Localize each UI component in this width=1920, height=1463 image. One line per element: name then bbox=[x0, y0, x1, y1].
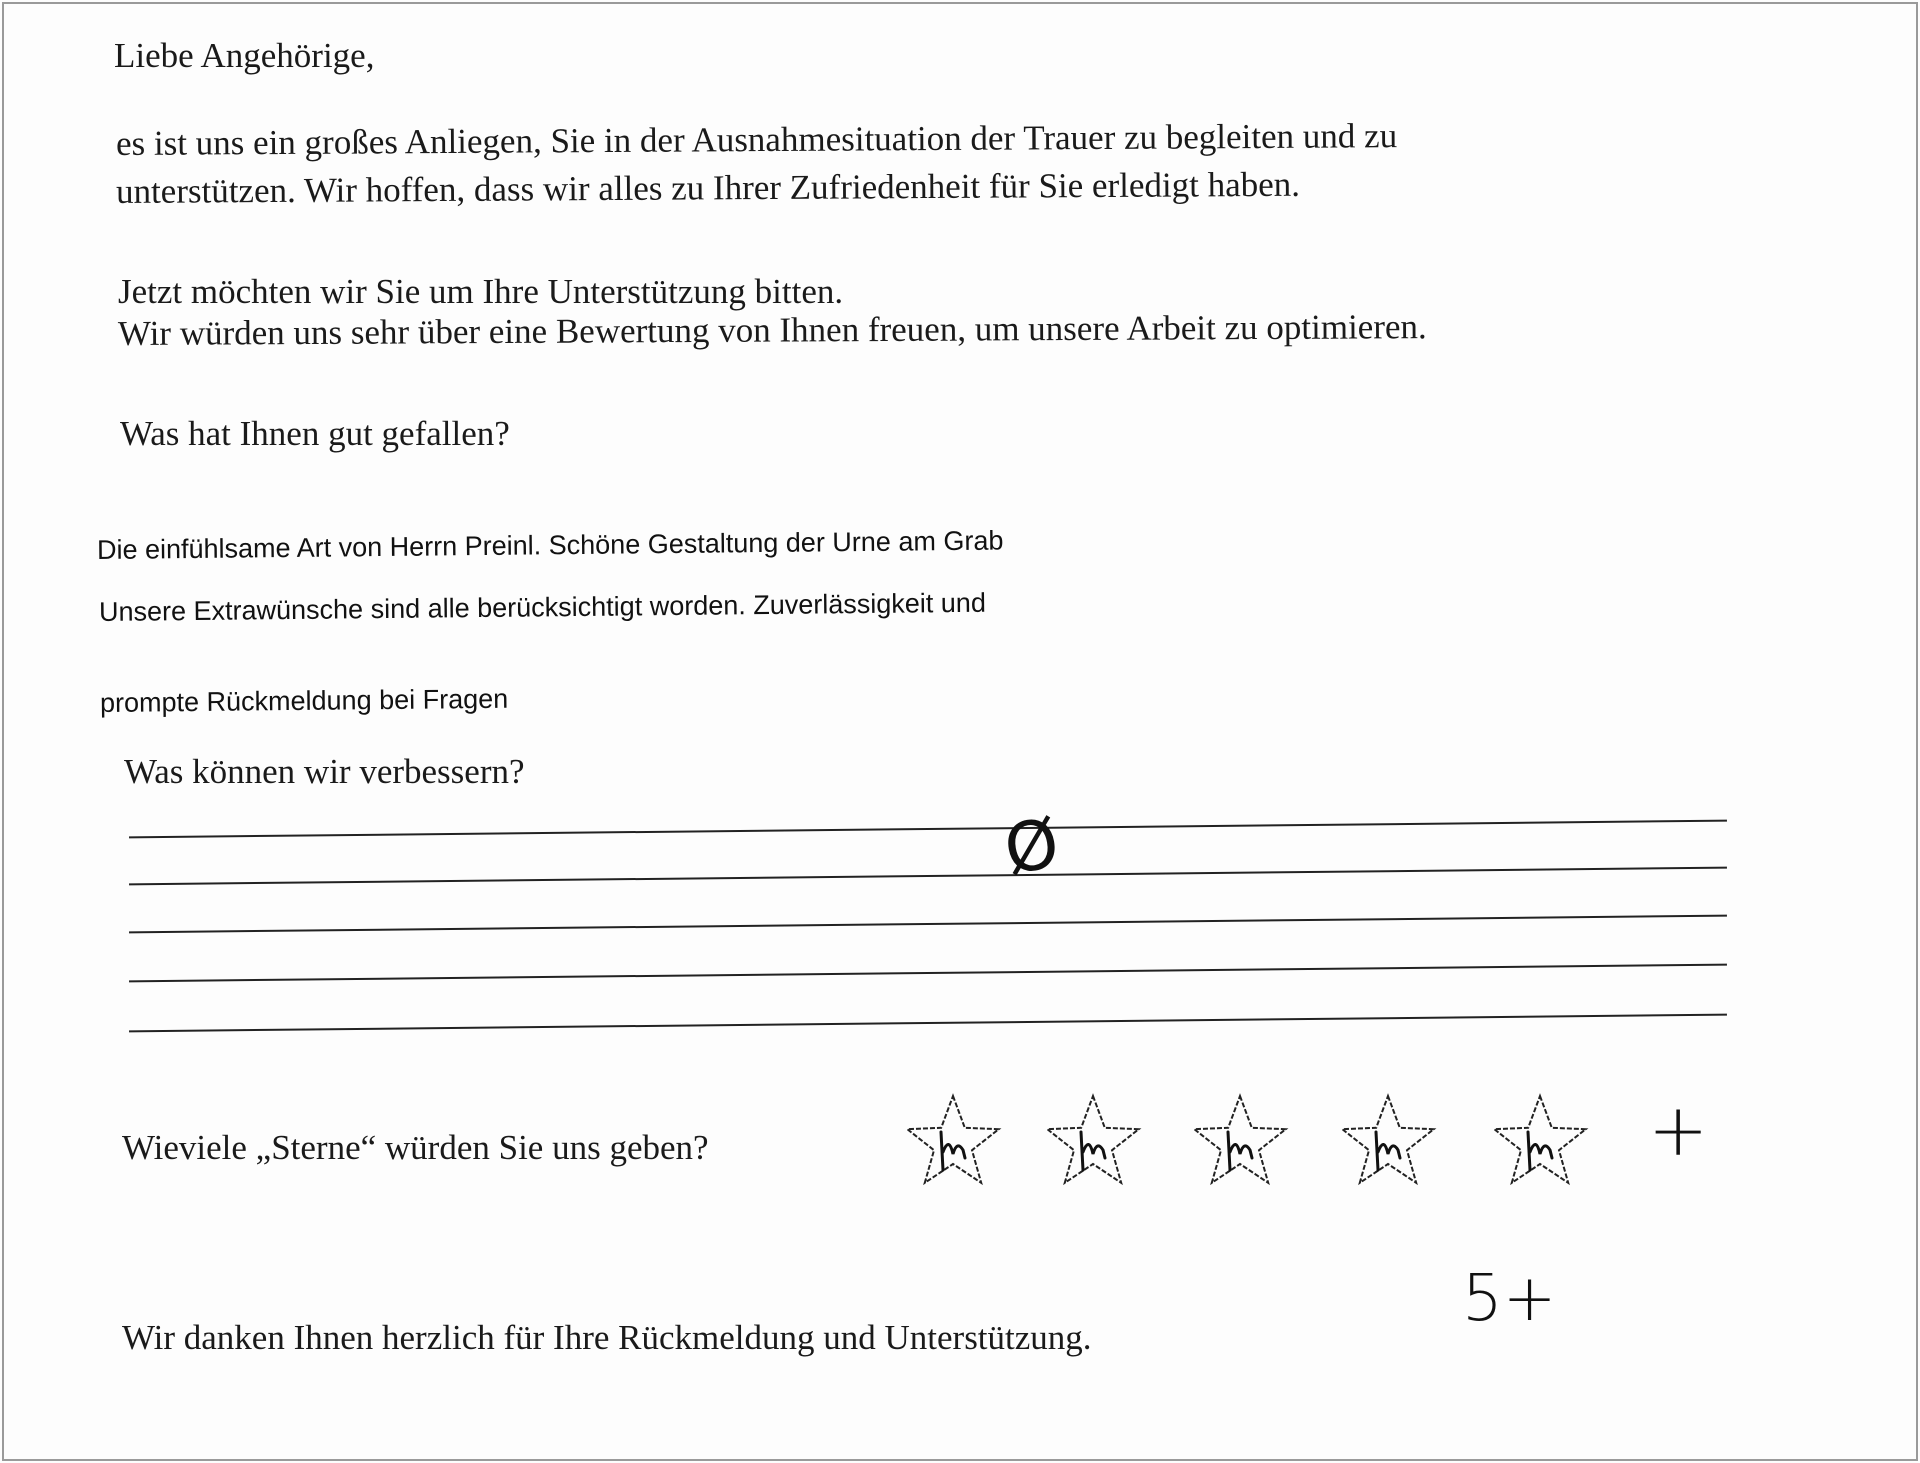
star-outline bbox=[907, 1096, 998, 1183]
question-improve: Was können wir verbessern? bbox=[124, 752, 525, 791]
page-border bbox=[2, 2, 1918, 1461]
star-outline bbox=[1194, 1096, 1285, 1183]
greeting: Liebe Angehörige, bbox=[114, 36, 375, 75]
star-marked[interactable] bbox=[1338, 1092, 1438, 1192]
star-outline bbox=[1047, 1096, 1138, 1183]
star-marked[interactable] bbox=[1190, 1092, 1290, 1192]
intro-line-2: unterstützen. Wir hoffen, dass wir alles zu Ihrer Zufriedenheit für Sie erledigt haben. bbox=[115, 164, 1301, 211]
intro-line-1: es ist uns ein großes Anliegen, Sie in der Ausnahmesituation der Trauer zu begleiten und zu bbox=[115, 116, 1398, 163]
closing: Wir danken Ihnen herzlich für Ihre Rückmeldung und Unterstützung. bbox=[122, 1318, 1092, 1357]
star-outline bbox=[1494, 1096, 1585, 1183]
star-extra-mark: + bbox=[1648, 1088, 1709, 1172]
request-line-1: Jetzt möchten wir Sie um Ihre Unterstützung bitten. bbox=[118, 272, 844, 311]
answer-liked-line-1: Die einfühlsame Art von Herrn Preinl. Schöne Gestaltung der Urne am Grab bbox=[96, 525, 1004, 565]
question-stars: Wieviele „Sterne“ würden Sie uns geben? bbox=[122, 1128, 709, 1167]
answer-liked-line-3: prompte Rückmeldung bei Fragen bbox=[99, 683, 509, 718]
star-marked[interactable] bbox=[903, 1092, 1003, 1192]
question-liked: Was hat Ihnen gut gefallen? bbox=[120, 414, 510, 453]
star-outline bbox=[1342, 1096, 1433, 1183]
answer-liked-line-2: Unsere Extrawünsche sind alle berücksichtigt worden. Zuverlässigkeit und bbox=[98, 587, 987, 627]
star-marked[interactable] bbox=[1490, 1092, 1590, 1192]
answer-improve-handwritten: Ø bbox=[998, 803, 1065, 892]
request-line-2: Wir würden uns sehr über eine Bewertung von Ihnen freuen, um unsere Arbeit zu optimieren. bbox=[117, 307, 1427, 353]
stars-handwritten-total: 5+ bbox=[1462, 1262, 1557, 1336]
star-marked[interactable] bbox=[1043, 1092, 1143, 1192]
